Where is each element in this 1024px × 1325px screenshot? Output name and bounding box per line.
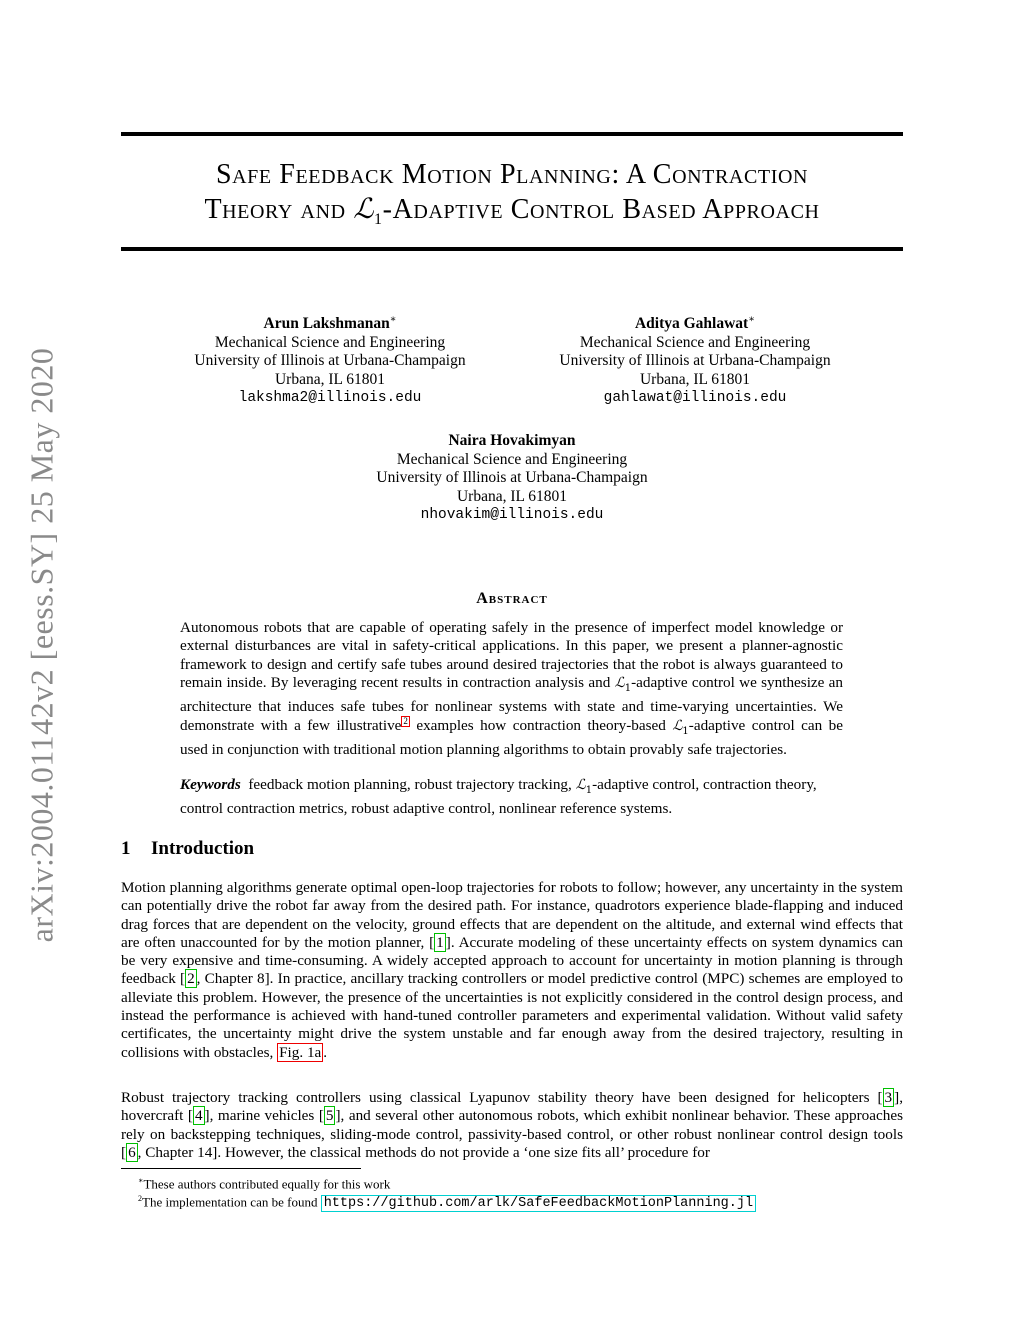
author-univ: University of Illinois at Urbana-Champaign [559,352,831,370]
arxiv-stamp: arXiv:2004.01142v2 [eess.SY] 25 May 2020 [23,347,60,943]
math-l1-symbol: ℒ$_1$ [614,674,632,694]
keywords-label: Keywords [180,776,241,793]
math-l1-symbol: ℒ$_1$ [672,718,689,738]
section-number: 1 [121,838,131,859]
section-title: Introduction [151,838,255,859]
title-line-2-post: -Adaptive Control Based Approach [382,194,820,225]
author-univ: University of Illinois at Urbana-Champaign [376,469,648,486]
title-l1-subscript: 1 [374,211,383,228]
author-city: Urbana, IL 61801 [456,487,568,505]
title-l1-symbol: ℒ [353,192,375,225]
author-email[interactable]: lakshma2@illinois.edu [238,390,422,407]
title-rule-bottom [121,247,903,251]
author-dept: Mechanical Science and Engineering [579,333,811,351]
author-name: Arun Lakshmanan∗ [263,314,397,333]
author-dept: Mechanical Science and Engineering [214,333,446,351]
title-line-2-pre: Theory and [204,194,354,225]
author-block [540,311,850,408]
title-line-2 [121,192,903,237]
author-name: Naira Hovakimyan [448,432,576,449]
citation-link[interactable]: 3 [884,1089,893,1106]
citation-link[interactable]: 4 [194,1107,203,1125]
citation-link[interactable]: 1 [436,933,444,951]
keywords: Keywords feedback motion planning, robust trajectory tracking, ℒ$_1$-adaptive control, contraction theory, control contraction metrics, robust adaptive control, nonlinear reference systems. [180,776,817,818]
footnote-2: $^2$The implementation can be found https://github.com/arlk/SafeFeedbackMotionPlanning.jl [138,1191,756,1212]
author-name: Aditya Gahlawat∗ [634,314,756,333]
author-email[interactable]: nhovakim@illinois.edu [420,507,604,523]
intro-paragraph-1: Motion planning algorithms generate optimal open-loop trajectories for robots to follow; however, any uncertainty in the system can potentially drive the robot far away from the desired path. For instance, quadrotors experience blade-flapping and induced drag forces that are dependent on the velocity, ground effects that are dependent on the altitude, and external wind effects that are often unaccounted for by the motion planner, [ 1 ]. Accurate modeling of these uncertainty effects on system dynamics can be very expensive and time-consuming. A widely accepted approach to account for uncertainty in motion planning is through feedback [ 2 , Chapter 8]. In practice, ancillary tracking controllers or model predictive control (MPC) schemes are employed to alleviate this problem. However, the presence of the uncertainties is not explicitly considered in the control design process, and instead the performance is achieved with hand-tuned controller parameters and experimental validation. Without valid safety certificates, the uncertainty might drive the system unstable and far enough away from the desired trajectory, resulting in collisions with obstacles, Fig. 1a . [121,879,903,1061]
footnote-link[interactable]: 2 [403,716,408,727]
author-univ: University of Illinois at Urbana-Champaign [194,352,466,370]
author-email[interactable]: gahlawat@illinois.edu [603,390,787,407]
author-dept: Mechanical Science and Engineering [396,450,628,468]
abstract-text: Autonomous robots that are capable of operating safely in the presence of imperfect model knowledge or external disturbances are vital in safety-critical applications. In this paper, we present a planner-agnostic framework to design and certify safe tubes around desired trajectories that the robot is always guaranteed to remain inside. By leveraging recent results in contraction analysis and ℒ$_1$-adaptive control we synthesize an architecture that induces safe tubes for nonlinear systems with state and time-varying uncertainties. We demonstrate with a few illustrative 2 examples how contraction theory-based ℒ$_1$-adaptive control can be used in conjunction with traditional motion planning algorithms to obtain provably safe trajectories. [180,619,844,759]
abstract-heading: Abstract [476,590,548,607]
paper-title [121,158,903,237]
footnote-1: ∗These authors contributed equally for this work [138,1176,391,1192]
intro-paragraph-2: Robust trajectory tracking controllers using classical Lyapunov stability theory have been designed for helicopters [ 3 ], hovercraft [ 4 ], marine vehicles [ 5 ], and several other autonomous robots, which exhibit nonlinear behavior. These approaches rely on backstepping techniques, sliding-mode control, passivity-based control, or other robust nonlinear control design tools [ 6 , Chapter 14]. However, the classical methods do not provide a ‘one size fits all’ procedure for [121,1089,903,1161]
citation-link[interactable]: 2 [187,970,195,988]
title-rule-top [121,132,903,136]
title-line-1: Safe Feedback Motion Planning: A Contraction [215,159,809,190]
section-heading [121,838,254,860]
footnote-rule [121,1168,361,1169]
github-url-link[interactable]: https://github.com/arlk/SafeFeedbackMotionPlanning.jl [321,1195,756,1212]
author-block [175,311,485,408]
author-block [357,432,667,525]
author-city: Urbana, IL 61801 [639,370,751,388]
citation-link[interactable]: 5 [325,1107,334,1125]
author-city: Urbana, IL 61801 [274,370,386,388]
citation-link[interactable]: 6 [128,1143,136,1161]
figure-ref-link[interactable]: Fig. 1a [279,1043,322,1061]
math-l1-symbol: ℒ$_1$ [575,777,593,796]
